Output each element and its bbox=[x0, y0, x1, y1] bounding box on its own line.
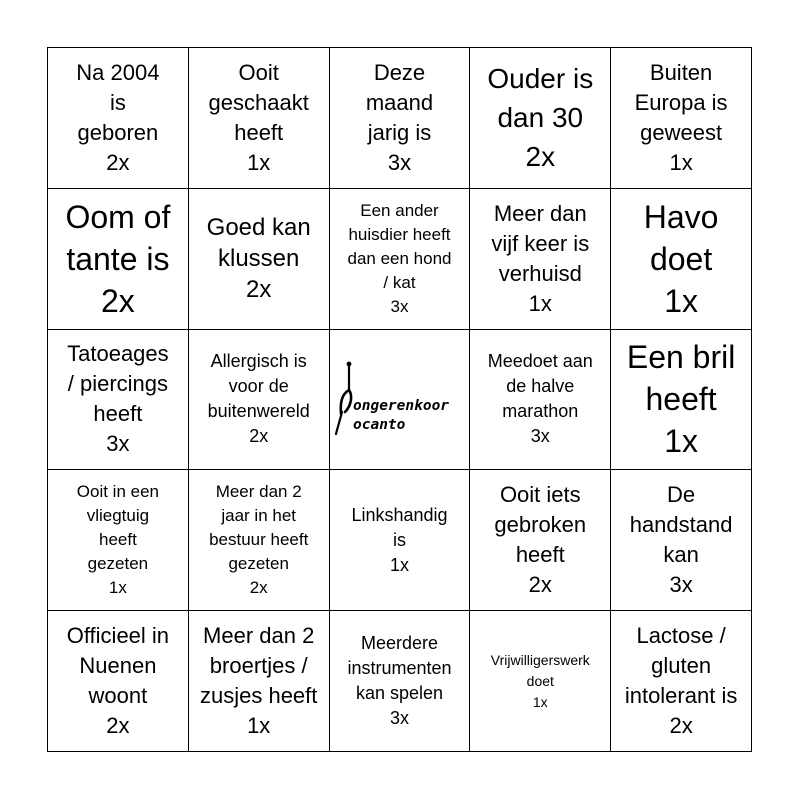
cell-line: kan spelen bbox=[355, 683, 444, 704]
cell-line: instrumenten bbox=[347, 658, 452, 679]
bingo-cell[interactable] bbox=[611, 48, 752, 189]
cell-count: 2x bbox=[528, 572, 552, 598]
cell-line: kan bbox=[663, 542, 699, 568]
cell-line: Ooit bbox=[238, 59, 279, 85]
cell-count: 1x bbox=[528, 290, 552, 316]
bingo-cell[interactable] bbox=[330, 470, 471, 611]
cell-line: Goed kan bbox=[206, 214, 311, 242]
logo-line-1: ongerenkoor bbox=[352, 398, 449, 415]
bingo-cell[interactable] bbox=[611, 330, 752, 471]
cell-line: Havo bbox=[643, 198, 719, 235]
cell-line: Deze bbox=[373, 59, 426, 85]
cell-line: geweest bbox=[640, 119, 723, 145]
cell-line: geboren bbox=[77, 119, 159, 145]
bingo-cell[interactable] bbox=[470, 330, 611, 471]
cell-line: bestuur heeft bbox=[209, 530, 309, 550]
cell-line: Meer dan 2 bbox=[215, 482, 302, 502]
cell-line: heeft bbox=[98, 530, 137, 550]
cell-line: heeft bbox=[515, 542, 565, 568]
cell-count: 3x bbox=[669, 572, 693, 598]
bingo-cell[interactable] bbox=[470, 470, 611, 611]
cell-line: Allergisch is bbox=[210, 351, 307, 372]
bingo-cell[interactable] bbox=[189, 330, 330, 471]
bingo-cell[interactable] bbox=[330, 189, 471, 330]
bingo-cell[interactable] bbox=[189, 48, 330, 189]
bingo-cell[interactable] bbox=[48, 611, 189, 752]
cell-line: doet bbox=[649, 240, 713, 277]
cell-count: 3x bbox=[390, 296, 409, 316]
bingo-cell[interactable] bbox=[330, 611, 471, 752]
cell-count: 1x bbox=[247, 713, 271, 739]
cell-line: tante is bbox=[66, 240, 170, 277]
cell-line: Officieel in bbox=[66, 623, 170, 649]
bingo-cell[interactable] bbox=[330, 48, 471, 189]
cell-line: vijf keer is bbox=[491, 230, 590, 256]
cell-line: is bbox=[392, 529, 406, 550]
bingo-cell[interactable] bbox=[470, 189, 611, 330]
cell-count: 2x bbox=[669, 713, 693, 739]
cell-line: Nuenen bbox=[79, 653, 157, 679]
cell-count: 1x bbox=[247, 149, 271, 175]
cell-line: gezeten bbox=[87, 554, 149, 574]
logo-fork-base bbox=[336, 412, 342, 434]
cell-count: 2x bbox=[525, 141, 556, 173]
cell-line: Oom of bbox=[65, 198, 171, 235]
cell-count: 3x bbox=[106, 431, 130, 457]
cell-count: 1x bbox=[664, 423, 698, 460]
cell-line: De bbox=[667, 482, 696, 508]
bingo-cell[interactable] bbox=[611, 611, 752, 752]
cell-line: Een ander bbox=[360, 200, 439, 220]
cell-line: buitenwereld bbox=[207, 401, 310, 422]
cell-count: 2x bbox=[246, 276, 272, 304]
cell-line: Meedoet aan bbox=[487, 351, 593, 372]
cell-line: Na 2004 bbox=[76, 59, 160, 85]
cell-line: Buiten bbox=[649, 59, 713, 85]
cell-line: dan een hond bbox=[347, 248, 452, 268]
cell-line: intolerant is bbox=[624, 683, 738, 709]
cell-count: 1x bbox=[664, 282, 698, 319]
cell-line: Meer dan bbox=[493, 200, 587, 226]
cell-count: 3x bbox=[387, 149, 412, 175]
cell-count: 3x bbox=[389, 708, 409, 729]
cell-count: 3x bbox=[530, 426, 550, 447]
cell-line: Lactose / bbox=[636, 623, 726, 649]
cell-count: 1x bbox=[389, 554, 409, 575]
cell-count: 1x bbox=[669, 149, 693, 175]
bingo-cell[interactable] bbox=[48, 470, 189, 611]
cell-line: klussen bbox=[218, 245, 300, 273]
cell-line: Europa is bbox=[634, 89, 728, 115]
cell-count: 2x bbox=[101, 282, 135, 319]
cell-line: heeft bbox=[645, 381, 717, 418]
cell-count: 2x bbox=[249, 578, 268, 598]
bingo-cell[interactable] bbox=[189, 470, 330, 611]
cell-line: Een bril bbox=[626, 339, 736, 376]
cell-line: vliegtuig bbox=[86, 506, 150, 526]
cell-line: Meer dan 2 bbox=[203, 623, 315, 649]
cell-count: 1x bbox=[532, 693, 548, 710]
bingo-cell[interactable] bbox=[189, 611, 330, 752]
bingo-cell[interactable] bbox=[470, 48, 611, 189]
cell-line: verhuisd bbox=[498, 260, 582, 286]
bingo-cell[interactable] bbox=[611, 189, 752, 330]
cell-line: doet bbox=[526, 672, 554, 689]
cell-line: gebroken bbox=[494, 512, 587, 538]
cell-line: huisdier heeft bbox=[348, 224, 451, 244]
cell-line: Tatoeages bbox=[67, 341, 169, 367]
cell-line: is bbox=[109, 89, 126, 115]
cell-line: de halve bbox=[506, 376, 575, 397]
cell-line: maand bbox=[365, 89, 434, 115]
cell-count: 2x bbox=[106, 149, 130, 175]
logo-fork-prongs bbox=[340, 390, 350, 414]
cell-line: heeft bbox=[93, 401, 143, 427]
bingo-cell[interactable] bbox=[48, 48, 189, 189]
free-space-cell[interactable] bbox=[330, 330, 471, 471]
choir-logo bbox=[333, 360, 467, 438]
bingo-cell[interactable] bbox=[611, 470, 752, 611]
cell-line: marathon bbox=[502, 401, 579, 422]
cell-line: Linkshandig bbox=[351, 504, 448, 525]
cell-count: 1x bbox=[108, 578, 127, 598]
cell-line: heeft bbox=[234, 119, 284, 145]
cell-line: voor de bbox=[228, 376, 289, 397]
cell-line: Vrijwilligerswerk bbox=[490, 651, 590, 668]
cell-line: / piercings bbox=[67, 371, 169, 397]
cell-line: Ooit iets bbox=[499, 482, 581, 508]
cell-line: gezeten bbox=[228, 554, 289, 574]
bingo-cell[interactable] bbox=[48, 330, 189, 471]
bingo-cell[interactable] bbox=[189, 189, 330, 330]
bingo-cell[interactable] bbox=[48, 189, 189, 330]
cell-line: Ooit in een bbox=[76, 482, 160, 502]
cell-line: broertjes / bbox=[209, 653, 308, 679]
cell-line: handstand bbox=[629, 512, 733, 538]
cell-line: dan 30 bbox=[497, 102, 584, 134]
cell-line: woont bbox=[88, 683, 148, 709]
logo-line-2: ocanto bbox=[352, 417, 405, 434]
logo-fork-tip bbox=[346, 362, 351, 367]
cell-line: Meerdere bbox=[360, 633, 439, 654]
cell-count: 2x bbox=[249, 426, 269, 447]
cell-line: gluten bbox=[651, 653, 712, 679]
bingo-grid bbox=[47, 47, 752, 752]
cell-line: / kat bbox=[383, 272, 416, 292]
cell-line: Ouder is bbox=[487, 63, 594, 95]
cell-line: jaar in het bbox=[221, 506, 297, 526]
cell-line: jarig is bbox=[367, 119, 432, 145]
cell-line: zusjes heeft bbox=[199, 683, 318, 709]
cell-count: 2x bbox=[106, 713, 130, 739]
cell-line: geschaakt bbox=[208, 89, 309, 115]
bingo-cell[interactable] bbox=[470, 611, 611, 752]
